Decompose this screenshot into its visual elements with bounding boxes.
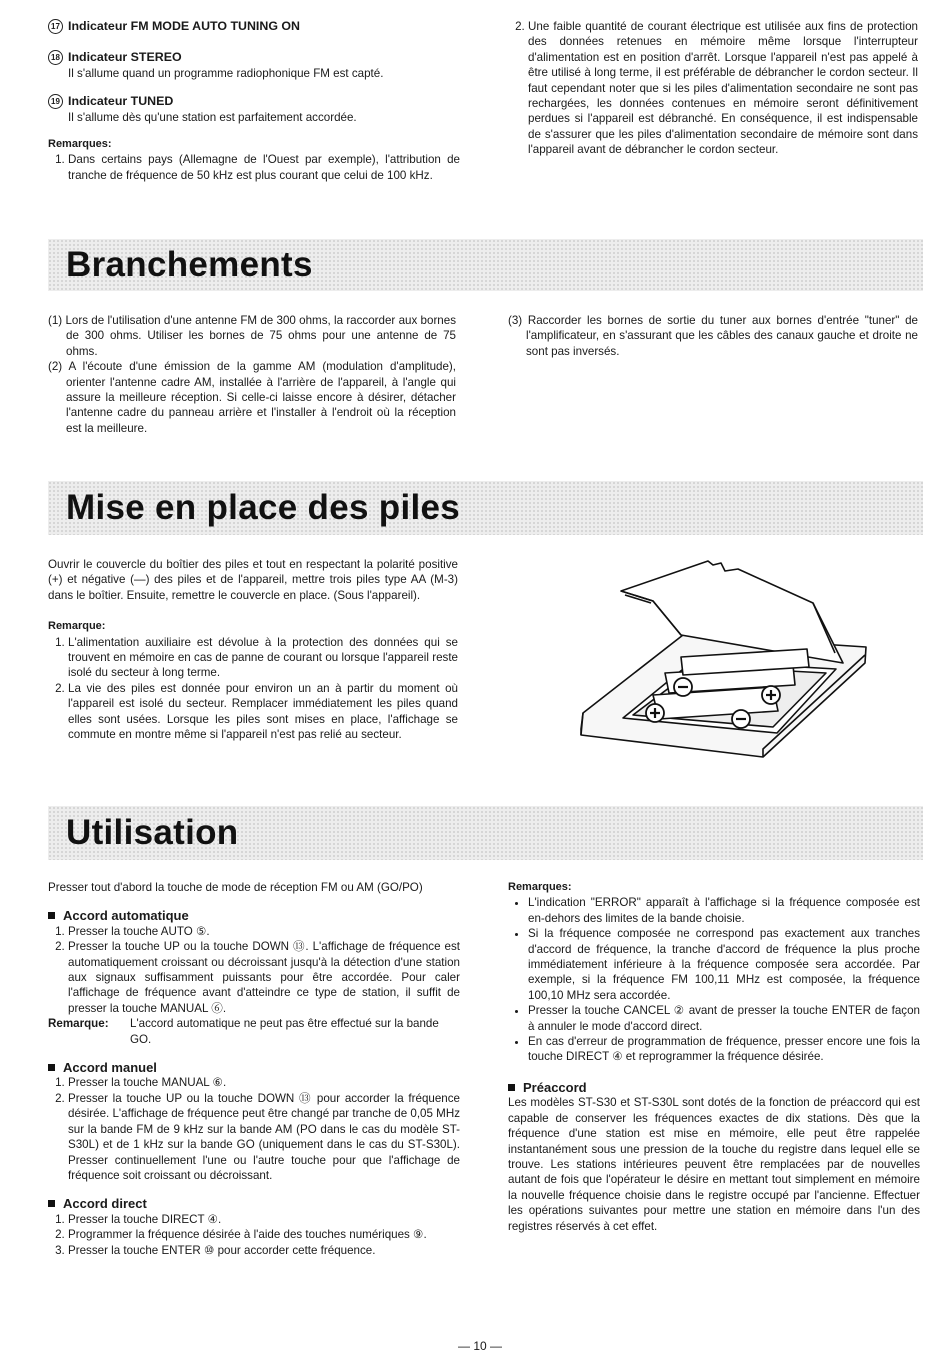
direct-step-1: 1. Presser la touche DIRECT ④. bbox=[68, 1212, 460, 1227]
branchements-left bbox=[48, 313, 456, 436]
utilisation-right bbox=[508, 880, 920, 1234]
section-title-branchements: Branchements bbox=[66, 245, 313, 284]
indicators-column bbox=[48, 19, 460, 183]
auto-step-2: 2. Presser la touche UP ou la touche DOWN ⑬. L'affichage de fréquence est automatiquement croissant ou décroissant jusqu'à la détection d'une station aux signaux suffisamment puissants pour être accordée. Pour caler l'affichage de fréquence avant d'atteindre ce type de station, il suffit de presser la touche MANUAL ⑥. bbox=[68, 939, 460, 1016]
auto-remark bbox=[48, 1016, 460, 1047]
section-header-branchements bbox=[48, 239, 923, 291]
indicator-17-title: 17 Indicateur FM MODE AUTO TUNING ON bbox=[48, 19, 460, 34]
auto-remark-text: L'accord automatique ne peut pas être effectué sur la bande GO. bbox=[130, 1017, 439, 1046]
direct-remark-2: • Si la fréquence composée ne correspond pas exactement aux tranches d'accord de fréquence, la tranche d'accord de fréquence la plus proche immédiatement inférieure à la fréquence composée sera accordée. Par exemple, si la fréquence FM 100,11 MHz est composée, la fréquence 100,10 MHz sera accordée. bbox=[528, 926, 920, 1003]
section-title-piles: Mise en place des piles bbox=[66, 488, 461, 527]
utilisation-intro: Presser tout d'abord la touche de mode de réception FM ou AM (GO/PO) bbox=[48, 881, 423, 894]
piles-remark-title: Remarque: bbox=[48, 620, 106, 633]
square-bullet-icon bbox=[48, 1064, 55, 1071]
indicator-18-text: Il s'allume quand un programme radiophonique FM est capté. bbox=[68, 66, 384, 80]
top-remarks-title: Remarques: bbox=[48, 138, 112, 151]
square-bullet-icon bbox=[48, 912, 55, 919]
piles-remarks-list bbox=[48, 635, 458, 743]
direct-step-3: 3. Presser la touche ENTER ⑩ pour accorder cette fréquence. bbox=[68, 1243, 460, 1258]
direct-remarks-list bbox=[508, 895, 920, 1064]
section-header-utilisation bbox=[48, 806, 923, 860]
branchement-item-1: (1) Lors de l'utilisation d'une antenne FM de 300 ohms, la raccorder aux bornes de 300 ohms. Utiliser les bornes de 75 ohms pour une antenne de 75 ohms. bbox=[48, 314, 456, 358]
direct-step-2: 2. Programmer la fréquence désirée à l'aide des touches numériques ⑨. bbox=[68, 1227, 460, 1242]
direct-remark-4: • En cas d'erreur de programmation de fréquence, presser encore une fois la touche DIRECT ④ et reprogrammer la fréquence désirée. bbox=[528, 1034, 920, 1065]
top-remark-1: 1. Dans certains pays (Allemagne de l'Ouest par exemple), l'attribution de tranche de fréquence de 50 kHz est plus courant que celui de 100 kHz. bbox=[68, 152, 460, 183]
top-remarks-column-right bbox=[508, 19, 918, 158]
manual-step-1: 1. Presser la touche MANUAL ⑥. bbox=[68, 1075, 460, 1090]
direct-remark-1: • L'indication "ERROR" apparaît à l'affichage si la fréquence composée est en-dehors des limites de la bande choisie. bbox=[528, 895, 920, 926]
direct-tuning-steps bbox=[48, 1212, 460, 1258]
top-remarks-list bbox=[48, 152, 460, 183]
battery-compartment-illustration bbox=[573, 553, 873, 773]
auto-tuning-steps bbox=[48, 924, 460, 1016]
preaccord-title: Préaccord bbox=[508, 1080, 920, 1095]
preaccord-text: Les modèles ST-S30 et ST-S30L sont dotés de la fonction de préaccord qui est capable de conserver les fréquences exactes de dix stations. Dès que la fréquence d'une station est mise en mémoire, elle peut être rappelée instantanément sous une pression de la touche du registre dans lequel elle se trouve. Les stations intérieures peuvent être remplacées par de nouvelles autant de fois que l'opérateur le désire en mettant tout simplement en mémoire la nouvelle fréquence choisie dans le registre occupé par l'ancienne. Effectuer les opérations suivantes pour mettre une station en mémoire dans l'un des registres réservés à cet effet. bbox=[508, 1096, 920, 1233]
top-remarks-list-continued bbox=[508, 19, 918, 158]
auto-step-1: 1. Presser la touche AUTO ⑤. bbox=[68, 924, 460, 939]
branchements-list bbox=[48, 313, 456, 436]
branchement-item-2: (2) A l'écoute d'une émission de la gamme AM (modulation d'amplitude), orienter l'antenne cadre AM, installée à l'arrière de l'appareil, à l'angle qui assure la meilleure réception. Si celle-ci laisse encore à désirer, détacher l'antenne cadre du panneau arrière et l'installer à l'endroit où la réception est la meilleure. bbox=[48, 360, 456, 435]
number-badge: 19 bbox=[48, 94, 63, 109]
manual-tuning-steps bbox=[48, 1075, 460, 1183]
page-number: — 10 — bbox=[457, 1339, 502, 1353]
direct-remarks-title: Remarques: bbox=[508, 881, 572, 893]
manual-tuning-title: Accord manuel bbox=[48, 1060, 460, 1075]
indicator-19-title: 19 Indicateur TUNED bbox=[48, 94, 460, 109]
section-title-utilisation: Utilisation bbox=[66, 813, 239, 852]
manual-step-2: 2. Presser la touche UP ou la touche DOWN ⑬ pour accorder la fréquence désirée. L'affichage de fréquence peut être changé par tranche de 0,05 MHz sur la bande FM de 9 kHz sur la bande AM (PO dans le cas du modèle ST-S30L) et de 1 kHz sur la bande GO (uniquement dans le cas du ST-S30L). Presser continuellement l'une ou l'autre touche pour que l'affichage de fréquence soit croissant ou décroissant. bbox=[68, 1091, 460, 1183]
piles-remark-1: 1. L'alimentation auxiliaire est dévolue à la protection des données qui se trouvent en mémoire en cas de panne de courant ou lorsque l'appareil reste isolé du secteur à long terme. bbox=[68, 635, 458, 681]
direct-remark-3: • Presser la touche CANCEL ② avant de presser la touche ENTER de façon à annuler le mode d'accord direct. bbox=[528, 1003, 920, 1034]
square-bullet-icon bbox=[508, 1084, 515, 1091]
utilisation-left bbox=[48, 880, 460, 1258]
auto-remark-label: Remarque: bbox=[48, 1017, 109, 1031]
number-badge: 17 bbox=[48, 19, 63, 34]
indicator-19-text: Il s'allume dès qu'une station est parfaitement accordée. bbox=[68, 110, 357, 124]
branchements-list-right bbox=[508, 313, 918, 359]
piles-text-column bbox=[48, 557, 458, 742]
section-header-piles bbox=[48, 481, 923, 535]
top-remark-2: 2. Une faible quantité de courant électrique est utilisée aux fins de protection des données retenues en mémoire même lorsque l'interrupteur d'alimentation est en position d'arrêt. Lorsque l'appareil n'est pas appelé à être utilisé à long terme, il est préférable de débrancher le cordon secteur. Il faut cependant noter que si les piles d'alimentation secondaire ne sont pas rechargées, les données contenues en mémoire seront définitivement perdues si l'appareil est débranché. En conséquence, il est indispensable de s'assurer que les piles d'alimentation secondaire de mémoire sont dans l'appareil avant de débrancher le cordon secteur. bbox=[528, 19, 918, 158]
branchements-right bbox=[508, 313, 918, 359]
direct-tuning-title: Accord direct bbox=[48, 1196, 460, 1211]
number-badge: 18 bbox=[48, 50, 63, 65]
indicator-18-title: 18 Indicateur STEREO bbox=[48, 50, 460, 65]
auto-tuning-title: Accord automatique bbox=[48, 908, 460, 923]
piles-intro: Ouvrir le couvercle du boîtier des piles et tout en respectant la polarité positive (+) et négative (—) des piles et de l'appareil, mettre trois piles type AA (M-3) dans le boîtier. Ensuite, remettre le couvercle en place. (Sous l'appareil). bbox=[48, 558, 458, 602]
piles-remark-2: 2. La vie des piles est donnée pour environ un an à partir du moment où l'appareil est isolé du secteur. Remplacer immédiatement les piles quand elles sont usées. Lorsque les piles sont mises en place, l'affichage se commute en montre même si l'appareil n'est pas relié au secteur. bbox=[68, 681, 458, 743]
square-bullet-icon bbox=[48, 1200, 55, 1207]
branchement-item-3: (3) Raccorder les bornes de sortie du tuner aux bornes d'entrée "tuner" de l'amplificateur, en s'assurant que les câbles des canaux gauche et droite ne sont pas inversés. bbox=[508, 314, 918, 358]
